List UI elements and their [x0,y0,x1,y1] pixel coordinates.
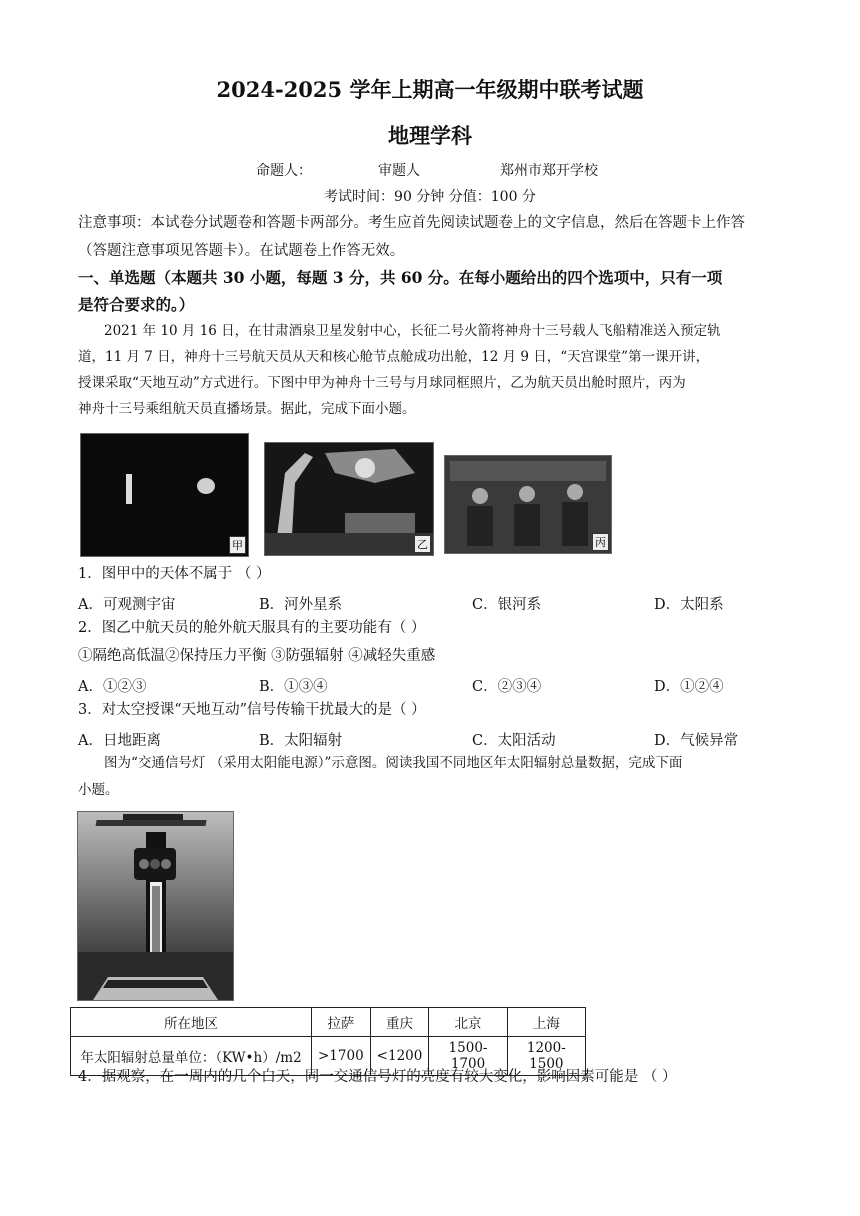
table-header-cell: 所在地区 [71,1008,312,1037]
photo-solar-traffic-light [77,811,234,1001]
passage2-line-2: 小题。 [78,782,119,798]
photo-yi-astronaut-eva [264,442,434,556]
table-header-cell: 重庆 [370,1008,429,1037]
section-heading-line-1: 一、单选题（本题共 30 小题，每题 3 分，共 60 分。在每小题给出的四个选项中，只有一项 [78,268,723,287]
photo-bing-crew-broadcast [444,455,612,554]
photo-label-bing: 丙 [592,533,609,551]
q3-option-a[interactable]: A．日地距离 [78,733,161,749]
photo-label-yi: 乙 [414,535,431,553]
q3-option-c[interactable]: C．太阳活动 [472,733,556,749]
spacecraft-moon-graphic [81,434,248,556]
subject-title: 地理学科 [388,123,472,148]
notice-line-2: （答题注意事项见答题卡）。在试题卷上作答无效。 [78,243,405,259]
photo-jia-spacecraft-moon [80,433,249,557]
passage2-line-1: 图为“交通信号灯 （采用太阳能电源）”示意图。阅读我国不同地区年太阳辐射总量数据，完成下面 [104,755,683,771]
table-header-cell: 北京 [429,1008,507,1037]
q2-option-a[interactable]: A．①②③ [78,679,147,695]
author-label: 命题人： [256,163,312,179]
table-cell: 年太阳辐射总量单位：（KW•h）/m2 [71,1037,312,1076]
notice-line-1: 注意事项：本试卷分试题卷和答题卡两部分。考生应首先阅读试题卷上的文字信息，然后在答题卡上作答 [78,215,745,231]
traffic-light-graphic [78,812,233,1000]
section-heading-line-2: 是符合要求的。） [78,295,195,314]
q2-option-d[interactable]: D．①②④ [654,679,724,695]
exam-title: 2024-2025 学年上期高一年级期中联考试题 [216,77,644,102]
school-name: 郑州市郑开学校 [500,163,598,179]
exam-info: 考试时间：90 分钟 分值：100 分 [324,189,536,205]
q1-option-b[interactable]: B．河外星系 [259,597,343,613]
table-header-row [71,1008,586,1037]
astronaut-eva-graphic [265,443,433,555]
table-header-cell: 上海 [507,1008,585,1037]
crew-broadcast-graphic [445,456,611,553]
question-2-stem: 2．图乙中航天员的舱外航天服具有的主要功能有（ ） [78,620,426,636]
table-cell: <1200 [370,1037,429,1076]
table-cell: >1700 [312,1037,371,1076]
q1-option-d[interactable]: D．太阳系 [654,597,724,613]
table-header-cell: 拉萨 [312,1008,371,1037]
q3-option-b[interactable]: B．太阳辐射 [259,733,343,749]
q2-option-c[interactable]: C．②③④ [472,679,542,695]
q1-option-c[interactable]: C．银河系 [472,597,542,613]
passage1-line-4: 神舟十三号乘组航天员直播场景。据此，完成下面小题。 [78,401,416,417]
question-4-stem: 4．据观察，在一周内的几个白天，同一交通信号灯的亮度有较大变化，影响因素可能是 （ ） [78,1069,677,1085]
passage1-line-3: 授课采取“天地互动”方式进行。下图中甲为神舟十三号与月球同框照片，乙为航天员出舱时照片，丙为 [78,375,686,391]
table-cell: 1200-1500 [507,1037,585,1076]
question-2-items: ①隔绝高低温②保持压力平衡 ③防强辐射 ④减轻失重感 [78,648,436,664]
question-1-stem: 1．图甲中的天体不属于 （ ） [78,566,271,582]
photo-label-jia: 甲 [229,536,246,554]
passage1-line-1: 2021 年 10 月 16 日，在甘肃酒泉卫星发射中心，长征二号火箭将神舟十三号载人飞船精准送入预定轨 [104,323,721,339]
passage1-line-2: 道，11 月 7 日，神舟十三号航天员从天和核心舱节点舱成功出舱，12 月 9 日，“天宫课堂”第一课开讲， [78,349,710,365]
question-3-stem: 3．对太空授课“天地互动”信号传输干扰最大的是（ ） [78,702,426,718]
table-cell: 1500-1700 [429,1037,507,1076]
q2-option-b[interactable]: B．①③④ [259,679,328,695]
reviewer-label: 审题人 [378,163,420,179]
q1-option-a[interactable]: A．可观测宇宙 [78,597,176,613]
q3-option-d[interactable]: D．气候异常 [654,733,739,749]
